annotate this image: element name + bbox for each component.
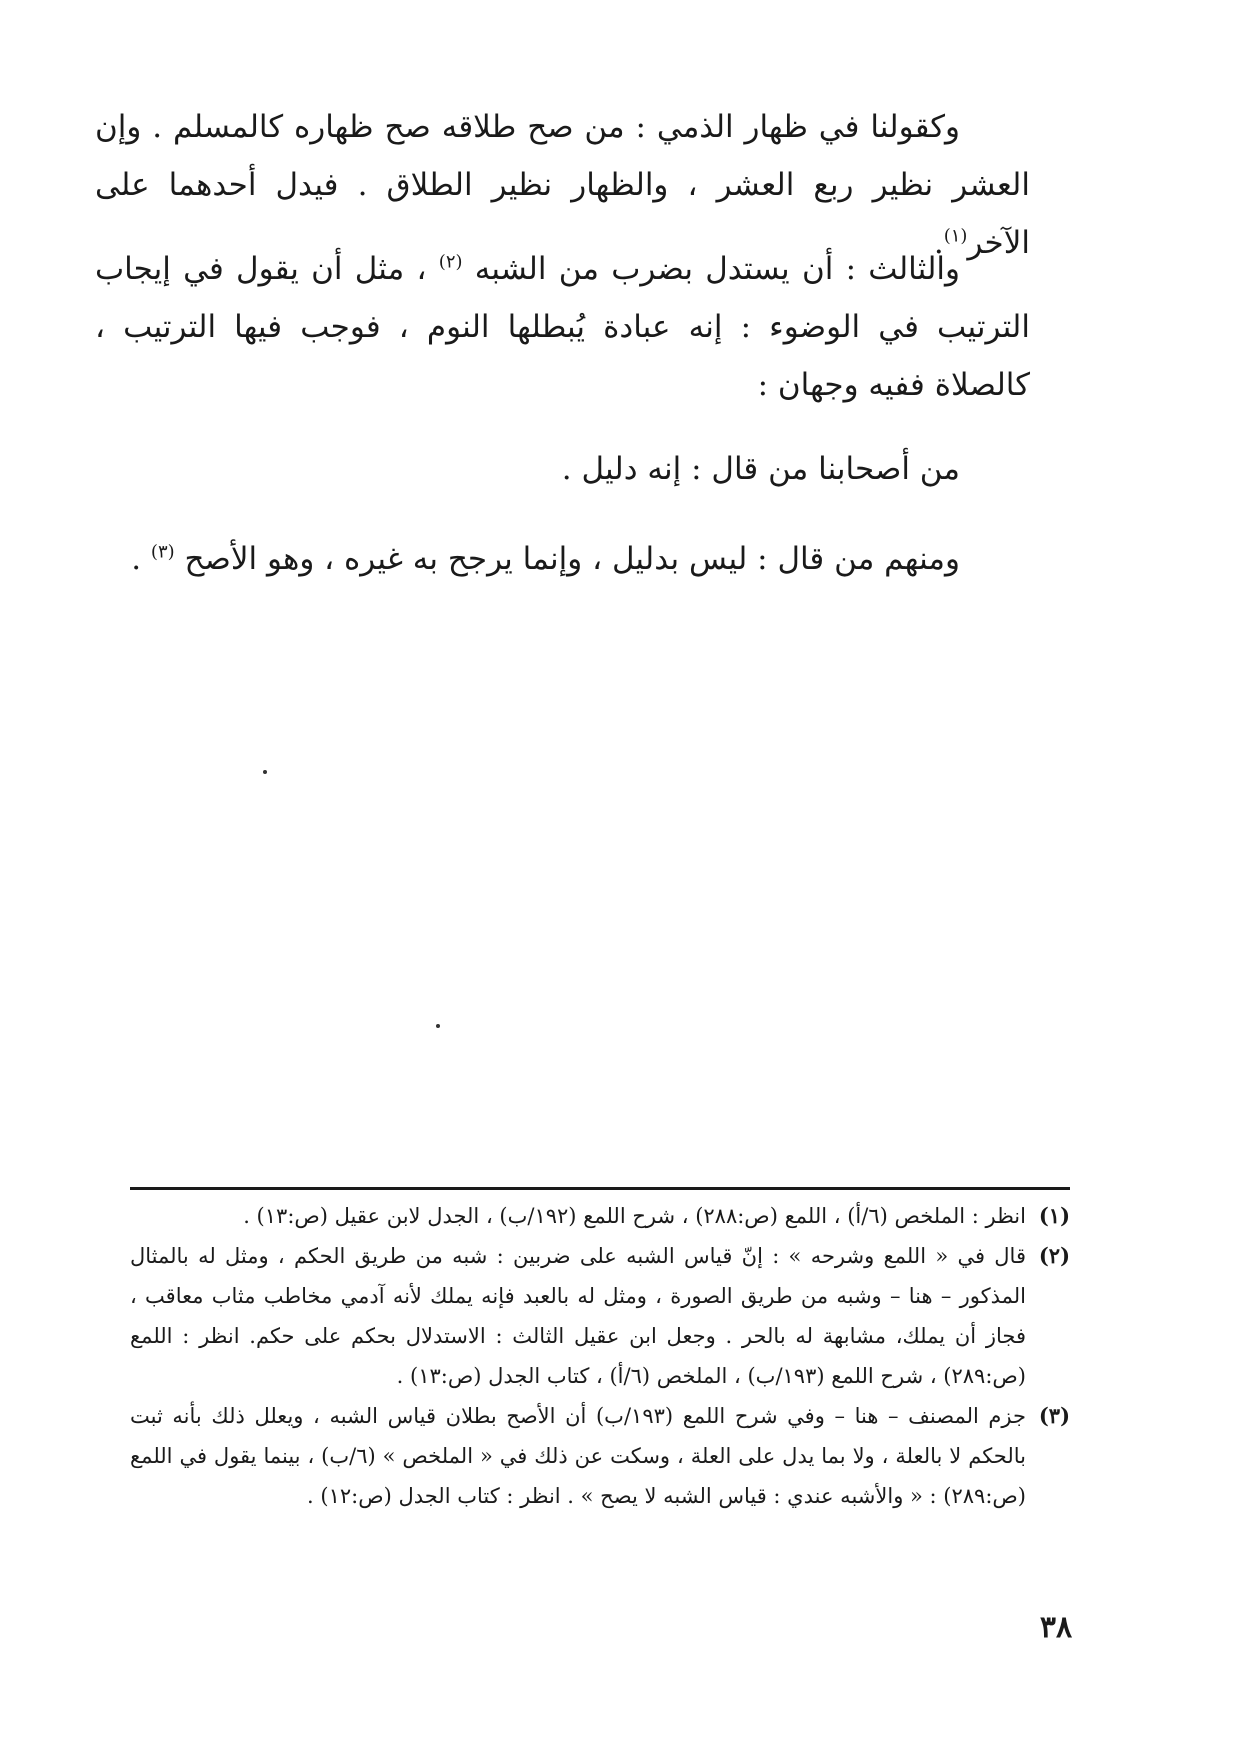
scan-speck [436,1024,440,1028]
footnote-ref-3[interactable]: (٣) [150,541,175,563]
paragraph-4 [95,530,1030,588]
paragraph-3-text: من أصحابنا من قال : إنه دليل . [561,451,960,487]
footnote-3 [130,1396,1070,1516]
footnote-text: انظر : الملخص (٦/أ) ، اللمع (ص:٢٨٨) ، شرح اللمع (١٩٢/ب) ، الجدل لابن عقيل (ص:١٣) . [243,1204,1026,1228]
paragraph-2-continuation: ، مثل أن يقول في إيجاب الترتيب في الوضوء : إنه عبادة يُبطلها النوم ، فوجب فيها الترتيب ، كالصلاة ففيه وجهان : [95,251,1030,403]
scan-speck [263,770,267,774]
paragraph-4-text: ومنهم من قال : ليس بدليل ، وإنما يرجح به غيره ، وهو الأصح [184,541,960,577]
footnote-number: (٣) [1038,1403,1070,1428]
footnotes [130,1196,1070,1516]
footnote-number: (١) [1038,1203,1070,1228]
paragraph-3 [95,440,1030,498]
paragraph-4-end: . [131,541,142,577]
footnote-1 [130,1196,1070,1236]
paragraph-2-text: والثالث : أن يستدل بضرب من الشبه [474,251,960,287]
footnote-text: قال في « اللمع وشرحه » : إنّ قياس الشبه على ضربين : شبه من طريق الحكم ، ومثل له بالمثال المذكور – هنا – وشبه من طريق الصورة ، ومثل له بالعبد فإنه يملك لأنه آدمي مخاطب مثاب معاقب ، فجاز أن يملك، مشابهة له بالحر . وجعل ابن عقيل الثالث : الاستدلال بحكم على حكم. انظر : اللمع (ص:٢٨٩) ، شرح اللمع (١٩٣/ب) ، الملخص (٦/أ) ، كتاب الجدل (ص:١٣) . [130,1244,1026,1388]
footnote-number: (٢) [1038,1243,1070,1268]
page-number: ٣٨ [1039,1610,1073,1645]
paragraph-1-text: وكقولنا في ظهار الذمي : من صح طلاقه صح ظهاره كالمسلم . وإن العشر نظير ربع العشر ، والظهار نظير الطلاق . فيدل أحدهما على الآخر [95,109,1030,261]
paragraph-2 [95,240,1030,414]
footnote-ref-1[interactable]: (١) [943,225,968,247]
footnote-2 [130,1236,1070,1396]
footnote-text: جزم المصنف – هنا – وفي شرح اللمع (١٩٣/ب) أن الأصح بطلان قياس الشبه ، ويعلل ذلك بأنه ثبت بالحكم لا بالعلة ، ولا بما يدل على العلة ، وسكت عن ذلك في « الملخص » (٦/ب) ، بينما يقول في اللمع (ص:٢٨٩) : « والأشبه عندي : قياس الشبه لا يصح » . انظر : كتاب الجدل (ص:١٢) . [130,1404,1027,1508]
footnote-separator [130,1187,1070,1190]
footnote-ref-2[interactable]: (٢) [438,251,463,273]
paragraph-1-end: . [933,225,944,261]
